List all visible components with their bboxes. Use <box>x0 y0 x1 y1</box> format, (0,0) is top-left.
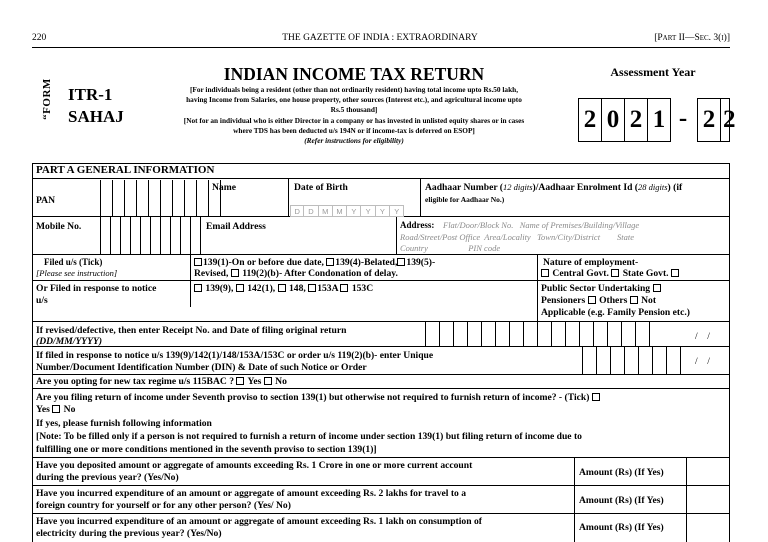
seventh-note-2: fulfilling one or more conditions mentioned in the seventh proviso to section 139(1)] <box>36 444 377 455</box>
regime-question: Are you opting for new tax regime u/s 115BAC ? Yes No <box>36 376 287 387</box>
checkbox-153c[interactable] <box>340 284 348 292</box>
nature-label: Nature of employment- <box>543 257 639 268</box>
checkbox-regime-no[interactable] <box>264 377 272 385</box>
checkbox-psu[interactable] <box>671 269 679 277</box>
year-digit: 0 <box>601 98 625 142</box>
seventh-question: Are you filing return of income under Seventh proviso to section 139(1) but otherwise not required to furnish return of income? - (Tick) <box>36 392 726 404</box>
checkbox-139-4[interactable] <box>326 258 334 266</box>
form-name-sahaj: SAHAJ <box>68 107 124 126</box>
assessment-year-label: Assessment Year <box>610 65 696 79</box>
checkbox-regime-yes[interactable] <box>236 377 244 385</box>
year-digit: 2 <box>720 98 730 142</box>
address-hint-1: Flat/Door/Block No. Name of Premises/Building/Village <box>443 220 640 230</box>
orfiled-label: Or Filed in response to notice <box>36 283 157 294</box>
electricity-question-2: electricity during the previous year? (Yes/No) <box>36 528 222 539</box>
form-word: “FORM <box>41 78 53 120</box>
pan-label: PAN <box>36 195 56 206</box>
nature-options-1: Central Govt. State Govt. <box>541 268 680 280</box>
deposit-question-1: Have you deposited amount or aggregate of amounts exceeding Rs. 1 Crore in one or more current account <box>36 460 473 471</box>
deposit-amount-input[interactable] <box>687 459 729 485</box>
form-name-itr1: ITR-1 <box>68 85 113 104</box>
year-digit: 1 <box>647 98 671 142</box>
mobile-input[interactable] <box>100 217 201 255</box>
travel-amount-input[interactable] <box>687 487 729 513</box>
year-digit: 2 <box>624 98 648 142</box>
seventh-if-yes: If yes, please furnish following information <box>36 418 212 429</box>
revised-format: (DD/MM/YYYY) <box>36 336 103 347</box>
form-subtitle: [For individuals being a resident (other than not ordinarily resident) having total income upto Rs.50 lakh, having Income from Salaries, one house property, other sources (Interest etc.), and agricultural income upto Rs.5 thousand] [Not for an individual who is either Director in a company or has invested in unlisted equity shares or in cases where TDS has been deducted u/s 194N or if income-tax is deferred on ESOP] (Refer instructions for eligibility) <box>183 85 525 146</box>
notice-q-1: If filed in response to notice u/s 139(9)/142(1)/148/153A/153C or order u/s 119(2)(b)- enter Unique <box>36 350 434 361</box>
dob-label: Date of Birth <box>294 182 348 193</box>
checkbox-central-govt[interactable] <box>541 269 549 277</box>
year-digit: 2 <box>697 98 721 142</box>
email-label: Email Address <box>206 221 266 232</box>
travel-amount-label: Amount (Rs) (If Yes) <box>579 495 664 506</box>
address-hint-2: Road/Street/Post Office Area/Locality Town/City/District State <box>400 232 635 242</box>
seventh-note-1: [Note: To be filled only if a person is not required to furnish a return of income under section 139(1) but filing return of income due to <box>36 431 582 442</box>
gazette-title: THE GAZETTE OF INDIA : EXTRAORDINARY <box>282 33 478 43</box>
filed-instruction: [Please see instruction] <box>36 268 118 278</box>
din-input[interactable] <box>582 347 681 375</box>
checkbox-153a[interactable] <box>308 284 316 292</box>
address-hint-3: Country PIN code <box>400 243 501 253</box>
checkbox-139-1[interactable] <box>194 258 202 266</box>
year-dash: - <box>678 105 688 132</box>
pan-input[interactable] <box>100 180 221 217</box>
revised-date-input[interactable]: / / <box>695 331 710 342</box>
checkbox-142-1[interactable] <box>236 284 244 292</box>
mobile-label: Mobile No. <box>36 221 82 232</box>
checkbox-others[interactable] <box>588 296 596 304</box>
dob-input[interactable]: D D M M Y Y Y Y <box>290 205 404 217</box>
travel-question-2: foreign country for yourself or for any other person? (Yes/ No) <box>36 500 291 511</box>
form-title: INDIAN INCOME TAX RETURN <box>223 64 485 84</box>
travel-question-1: Have you incurred expenditure of an amount or aggregate of amount exceeding Rs. 2 lakhs for travel to a <box>36 488 467 499</box>
checkbox-139-9[interactable] <box>194 284 202 292</box>
checkbox-119-2b[interactable] <box>231 269 239 277</box>
receipt-no-input[interactable] <box>425 322 650 347</box>
deposit-question-2: during the previous year? (Yes/No) <box>36 472 179 483</box>
filed-options-2: Revised, 119(2)(b)- After Condonation of delay. <box>194 268 398 279</box>
checkbox-139-5[interactable] <box>397 258 405 266</box>
nature-options-2: Public Sector Undertaking <box>541 283 662 295</box>
address-label: Address: <box>400 220 435 230</box>
revised-label: If revised/defective, then enter Receipt No. and Date of filing original return <box>36 325 347 336</box>
filed-options-1: 139(1)-On or before due date, 139(4)-Belated, 139(5)- <box>194 257 435 269</box>
seventh-yes-no: Yes No <box>36 404 76 415</box>
checkbox-seventh-no[interactable] <box>52 405 60 413</box>
aadhaar-label: Aadhaar Number (12 digits)/Aadhaar Enrolment Id (28 digits) (if <box>425 182 683 193</box>
part-a-heading: PART A GENERAL INFORMATION <box>36 164 215 176</box>
checkbox-seventh-yes[interactable] <box>592 393 600 401</box>
year-digit: 2 <box>578 98 602 142</box>
checkbox-state-govt[interactable] <box>611 269 619 277</box>
nature-options-4: Applicable (e.g. Family Pension etc.) <box>541 307 690 318</box>
filed-label: Filed u/s (Tick) <box>44 257 103 267</box>
name-label: Name <box>212 182 236 193</box>
page-number: 220 <box>32 33 47 43</box>
part-a-heading-row <box>32 163 730 179</box>
deposit-amount-label: Amount (Rs) (If Yes) <box>579 467 664 478</box>
checkbox-not-applicable[interactable] <box>630 296 638 304</box>
electricity-question-1: Have you incurred expenditure of an amount or aggregate of amount exceeding Rs. 1 lakh on consumption of <box>36 516 482 527</box>
notice-q-2: Number/Document Identification Number (DIN) & Date of such Notice or Order <box>36 362 367 373</box>
electricity-amount-label: Amount (Rs) (If Yes) <box>579 522 664 533</box>
checkbox-pensioners[interactable] <box>653 284 661 292</box>
part-section: [Part II—Sec. 3(i)] <box>654 33 730 43</box>
orfiled-label-2: u/s <box>36 295 48 306</box>
header-rule <box>32 47 730 48</box>
notice-options: 139(9), 142(1), 148, 153A 153C <box>194 283 373 295</box>
nature-options-3: Pensioners Others Not <box>541 295 657 306</box>
checkbox-148[interactable] <box>278 284 286 292</box>
aadhaar-eligible: eligible for Aadhaar No.) <box>425 195 505 204</box>
electricity-amount-input[interactable] <box>687 515 729 541</box>
notice-date-input[interactable]: / / <box>695 356 710 367</box>
